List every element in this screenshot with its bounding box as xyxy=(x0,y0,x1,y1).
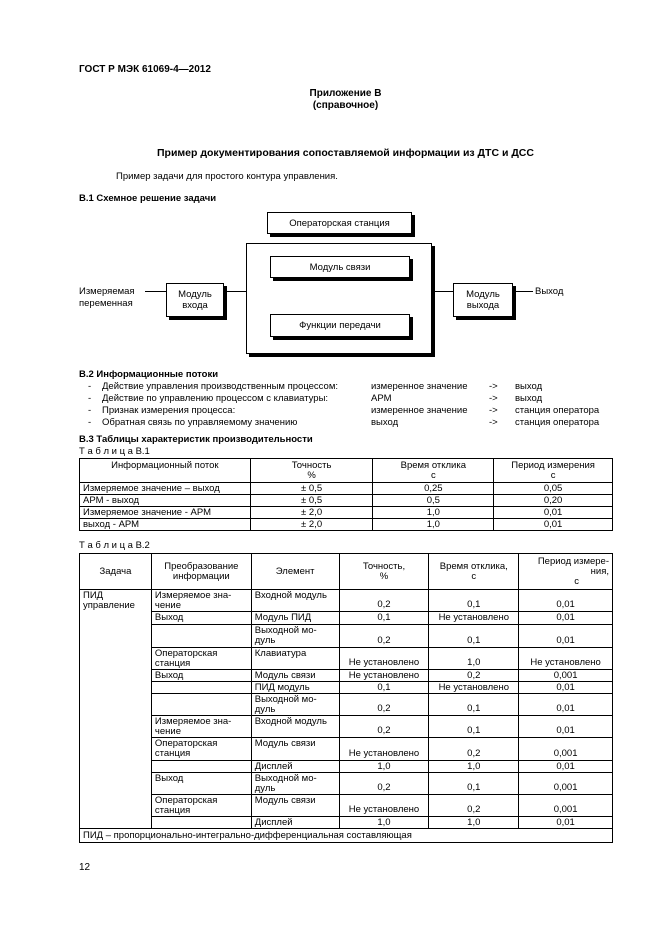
table-b2 xyxy=(79,553,613,843)
table1-header-flow: Информационный поток xyxy=(80,459,251,483)
conv-cell: Операторская станция xyxy=(151,738,251,761)
elem-cell: Выходной мо- дуль xyxy=(251,773,339,795)
per-cell: 0,01 xyxy=(519,761,613,773)
per-cell: 0,01 xyxy=(519,694,613,716)
conv-cell: Измеряемое зна- чение xyxy=(151,590,251,612)
acc-cell: Не установлено xyxy=(339,738,429,761)
conv-cell xyxy=(151,694,251,716)
per-cell: 0,01 xyxy=(519,716,613,738)
table-row xyxy=(80,625,613,648)
output-module-line2: выхода xyxy=(466,300,500,311)
elem-cell: Дисплей xyxy=(251,817,339,829)
per-cell: 0,001 xyxy=(519,795,613,817)
table2-footnote: ПИД – пропорционально-интегрально-дифференциальная составляющая xyxy=(80,829,613,843)
table2-header-period: Период измере- ния, с xyxy=(519,554,613,590)
acc-cell: 1,0 xyxy=(339,817,429,829)
transfer-functions-box: Функции передачи xyxy=(270,314,410,337)
elem-cell: Модуль ПИД xyxy=(251,612,339,625)
per-cell: Не установлено xyxy=(519,648,613,670)
elem-cell: Входной модуль xyxy=(251,590,339,612)
table-row xyxy=(80,795,613,817)
input-module-line1: Модуль xyxy=(178,289,212,300)
resp-cell: 0,1 xyxy=(429,590,519,612)
table1-caption: Т а б л и ц а В.1 xyxy=(79,446,150,457)
resp-cell: 1,0 xyxy=(429,761,519,773)
measured-variable-line1: Измеряемая xyxy=(79,286,135,297)
table2-header-response: Время отклика, с xyxy=(429,554,519,590)
table2-header-element: Элемент xyxy=(251,554,339,590)
elem-cell: Модуль связи xyxy=(251,795,339,817)
table1-header-period: Период измерения с xyxy=(494,459,613,483)
table-row xyxy=(80,682,613,694)
table2-body xyxy=(80,590,613,829)
appendix-title: Приложение В xyxy=(309,88,382,99)
resp-cell: 0,1 xyxy=(429,625,519,648)
per-cell: 0,01 xyxy=(519,612,613,625)
conv-cell xyxy=(151,625,251,648)
conv-cell xyxy=(151,682,251,694)
elem-cell: Клавиатура xyxy=(251,648,339,670)
elem-cell: Выходной мо- дуль xyxy=(251,625,339,648)
acc-cell: 0,2 xyxy=(339,625,429,648)
resp-cell: 1,0 xyxy=(429,648,519,670)
table2-header-conversion: Преобразование информации xyxy=(151,554,251,590)
table-row xyxy=(80,817,613,829)
section2-title: В.2 Информационные потоки xyxy=(79,369,219,380)
connector-input-controller xyxy=(227,291,246,292)
per-cell: 0,01 xyxy=(519,625,613,648)
conv-cell: Операторская станция xyxy=(151,648,251,670)
elem-cell: Модуль связи xyxy=(251,738,339,761)
resp-cell: Не установлено xyxy=(429,682,519,694)
resp-cell: 0,1 xyxy=(429,716,519,738)
table-row xyxy=(80,773,613,795)
resp-cell: 0,2 xyxy=(429,738,519,761)
intro-text: Пример задачи для простого контура управления. xyxy=(116,171,338,182)
table-row xyxy=(80,670,613,682)
table-row xyxy=(80,761,613,773)
conv-cell xyxy=(151,817,251,829)
table-row xyxy=(80,738,613,761)
table1-header-response: Время отклика с xyxy=(373,459,494,483)
measured-variable-line2: переменная xyxy=(79,298,133,309)
acc-cell: 1,0 xyxy=(339,761,429,773)
table2-footnote-row xyxy=(80,829,613,843)
doc-code: ГОСТ Р МЭК 61069-4—2012 xyxy=(79,64,211,75)
acc-cell: Не установлено xyxy=(339,670,429,682)
resp-cell: 0,1 xyxy=(429,694,519,716)
output-module-box xyxy=(453,283,513,317)
table2-header-task: Задача xyxy=(80,554,152,590)
acc-cell: 0,2 xyxy=(339,773,429,795)
page-number: 12 xyxy=(79,862,91,873)
input-module-line2: входа xyxy=(182,300,208,311)
table2-caption: Т а б л и ц а В.2 xyxy=(79,540,150,551)
section1-title: В.1 Схемное решение задачи xyxy=(79,193,217,204)
per-cell: 0,01 xyxy=(519,682,613,694)
elem-cell: ПИД модуль xyxy=(251,682,339,694)
table-row: АРМ - выход ± 0,5 0,5 0,20 xyxy=(80,495,613,507)
table-row: выход - АРМ ± 2,0 1,0 0,01 xyxy=(80,519,613,531)
acc-cell: 0,2 xyxy=(339,694,429,716)
conv-cell xyxy=(151,761,251,773)
table-row: Измеряемое значение – выход ± 0,5 0,25 0,05 xyxy=(80,483,613,495)
table-row xyxy=(80,648,613,670)
per-cell: 0,01 xyxy=(519,817,613,829)
acc-cell: 0,2 xyxy=(339,716,429,738)
conv-cell: Выход xyxy=(151,670,251,682)
resp-cell: 1,0 xyxy=(429,817,519,829)
per-cell: 0,01 xyxy=(519,590,613,612)
table-row xyxy=(80,694,613,716)
table-row xyxy=(80,612,613,625)
elem-cell: Входной модуль xyxy=(251,716,339,738)
acc-cell: 0,1 xyxy=(339,612,429,625)
operator-station-box: Операторская станция xyxy=(267,212,412,234)
acc-cell: 0,2 xyxy=(339,590,429,612)
table2-header-accuracy: Точность, % xyxy=(339,554,429,590)
section3-title: В.3 Таблицы характеристик производительности xyxy=(79,434,313,445)
conv-cell: Выход xyxy=(151,773,251,795)
output-module-line1: Модуль xyxy=(466,289,500,300)
task-cell: ПИД управление xyxy=(80,590,152,829)
output-label: Выход xyxy=(535,286,564,297)
table-row: Измеряемое значение - АРМ ± 2,0 1,0 0,01 xyxy=(80,507,613,519)
per-cell: 0,001 xyxy=(519,738,613,761)
elem-cell: Дисплей xyxy=(251,761,339,773)
acc-cell: Не установлено xyxy=(339,795,429,817)
table-row xyxy=(80,716,613,738)
conv-cell: Выход xyxy=(151,612,251,625)
resp-cell: 0,2 xyxy=(429,670,519,682)
acc-cell: 0,1 xyxy=(339,682,429,694)
per-cell: 0,001 xyxy=(519,670,613,682)
table-row xyxy=(80,590,613,612)
conv-cell: Операторская станция xyxy=(151,795,251,817)
comm-module-box: Модуль связи xyxy=(270,256,410,278)
connector-input xyxy=(145,291,166,292)
acc-cell: Не установлено xyxy=(339,648,429,670)
main-title: Пример документирования сопоставляемой информации из ДТС и ДСС xyxy=(157,147,534,159)
elem-cell: Выходной мо- дуль xyxy=(251,694,339,716)
input-module-box xyxy=(166,283,224,317)
table1-header-row xyxy=(80,459,613,483)
resp-cell: Не установлено xyxy=(429,612,519,625)
resp-cell: 0,1 xyxy=(429,773,519,795)
connector-output xyxy=(516,291,533,292)
per-cell: 0,001 xyxy=(519,773,613,795)
conv-cell: Измеряемое зна- чение xyxy=(151,716,251,738)
table1-header-accuracy: Точность % xyxy=(250,459,373,483)
resp-cell: 0,2 xyxy=(429,795,519,817)
measured-variable-label xyxy=(79,286,135,310)
connector-controller-output xyxy=(435,291,453,292)
elem-cell: Модуль связи xyxy=(251,670,339,682)
table2-header-row xyxy=(80,554,613,590)
table-b1 xyxy=(79,458,613,531)
appendix-subtitle: (справочное) xyxy=(312,100,379,111)
